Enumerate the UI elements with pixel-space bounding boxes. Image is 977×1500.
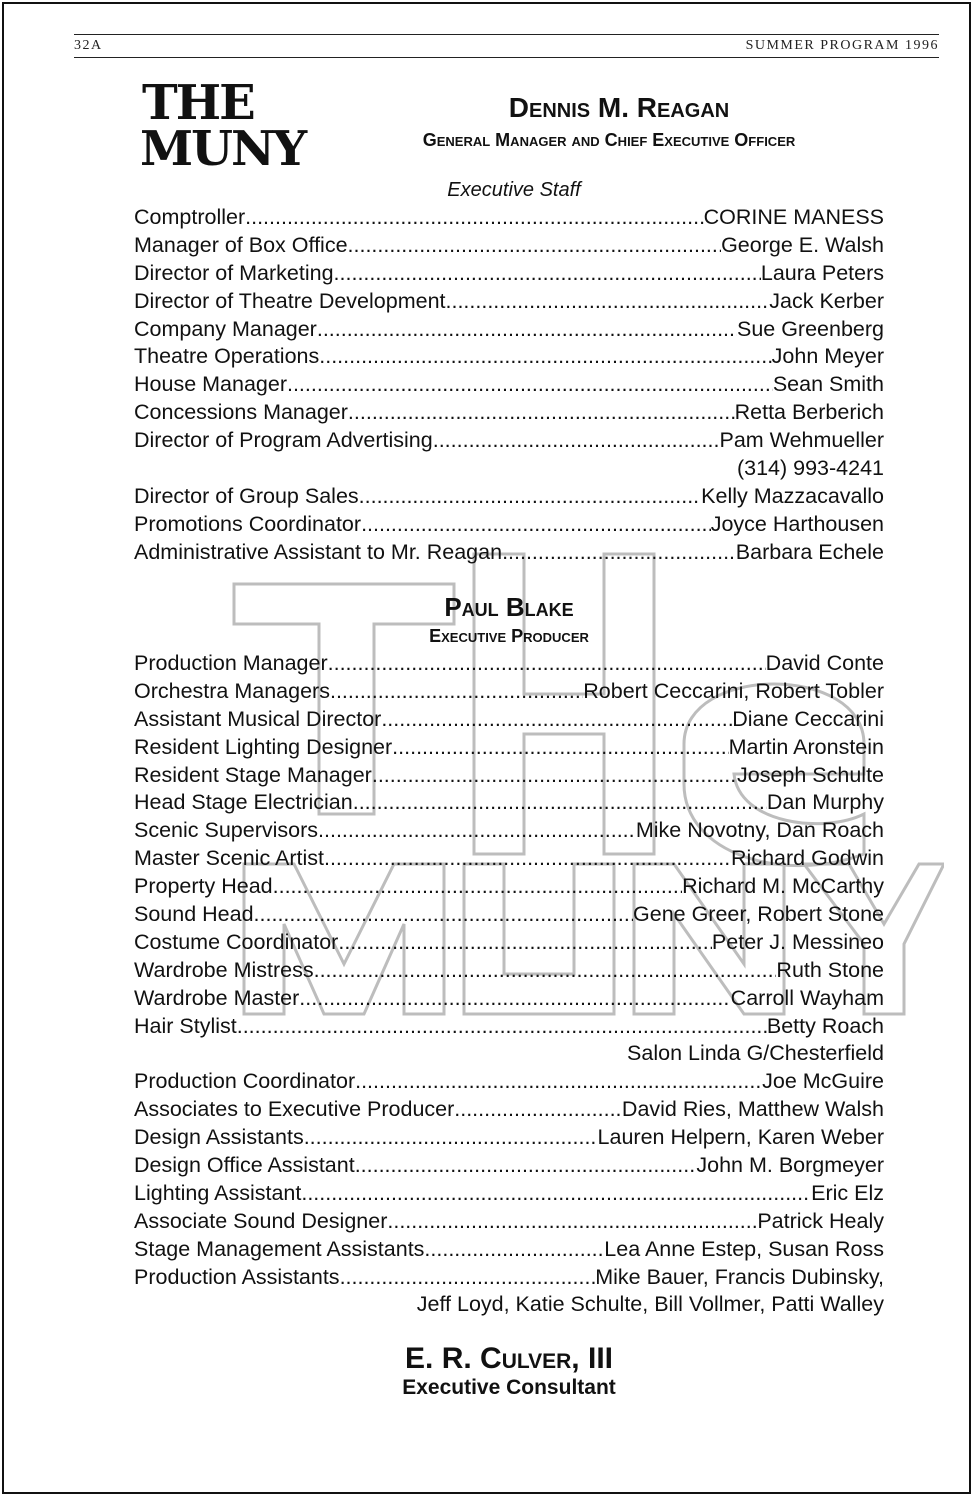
staff-name: Joe McGuire (762, 1069, 884, 1094)
dot-leader (299, 985, 730, 1013)
staff-row (134, 845, 884, 873)
dot-leader (324, 845, 731, 873)
staff-row (134, 789, 884, 817)
staff-row (134, 1068, 884, 1096)
staff-role: Associates to Executive Producer (134, 1097, 455, 1122)
dot-leader (359, 483, 702, 511)
staff-row (134, 873, 884, 901)
staff-role: House Manager (134, 372, 287, 397)
staff-role: Orchestra Managers (134, 678, 330, 703)
staff-name: John Meyer (771, 344, 884, 369)
staff-row (134, 511, 884, 539)
staff-continuation: (314) 993-4241 (736, 456, 884, 481)
staff-role: Master Scenic Artist (134, 846, 324, 871)
gm-name: Dennis M. Reagan (508, 92, 730, 123)
dot-leader (319, 343, 771, 371)
dot-leader (372, 762, 737, 790)
page-frame (2, 2, 971, 1494)
staff-name: Richard Godwin (731, 846, 884, 871)
staff-name: John M. Borgmeyer (696, 1153, 884, 1178)
staff-role: Assistant Musical Director (134, 706, 382, 731)
staff-row (134, 343, 884, 371)
dot-leader (454, 1096, 622, 1124)
staff-row (134, 204, 884, 232)
consultant-name: E. R. Culver, III (405, 1342, 613, 1375)
staff-row (134, 762, 884, 790)
staff-name: Patrick Healy (757, 1208, 884, 1233)
dot-leader (237, 1013, 767, 1041)
producer-title: Executive Producer (429, 626, 589, 646)
staff-role: Sound Head (134, 902, 254, 927)
staff-name: Barbara Echele (735, 539, 884, 564)
staff-row (134, 650, 884, 678)
staff-role: Wardrobe Mistress (134, 957, 314, 982)
staff-name: George E. Walsh (721, 232, 884, 257)
staff-name: Martin Aronstein (728, 734, 884, 759)
staff-role: Stage Management Assistants (134, 1236, 425, 1261)
producer-name: Paul Blake (444, 592, 574, 622)
dot-leader (334, 260, 761, 288)
staff-name: Diane Ceccarini (732, 706, 884, 731)
staff-name: Sue Greenberg (736, 316, 884, 341)
staff-role: Design Office Assistant (134, 1153, 355, 1178)
dot-leader (273, 873, 682, 901)
staff-row (134, 985, 884, 1013)
dot-leader (355, 1152, 697, 1180)
staff-name: Lauren Helpern, Karen Weber (597, 1125, 884, 1150)
publication-title: SUMMER PROGRAM 1996 (745, 38, 939, 53)
staff-name: Eric Elz (811, 1180, 884, 1205)
staff-name: Mike Bauer, Francis Dubinsky, (595, 1264, 884, 1289)
staff-name: Peter J. Messineo (711, 929, 884, 954)
muny-logo (140, 75, 306, 177)
staff-row (134, 288, 884, 316)
staff-row (134, 1013, 884, 1041)
staff-name: Ruth Stone (776, 957, 884, 982)
staff-name: Retta Berberich (734, 400, 884, 425)
staff-role: Director of Theatre Development (134, 288, 446, 313)
staff-role: Company Manager (134, 316, 317, 341)
dot-leader (301, 1180, 811, 1208)
staff-role: Scenic Supervisors (134, 818, 319, 843)
staff-row (134, 817, 884, 845)
dot-leader (304, 1124, 598, 1152)
staff-role: Concessions Manager (134, 400, 348, 425)
staff-role: Promotions Coordinator (134, 511, 362, 536)
staff-role: Production Coordinator (134, 1069, 356, 1094)
staff-role: Resident Lighting Designer (134, 734, 393, 759)
staff-role: Comptroller (134, 205, 246, 229)
staff-name: Betty Roach (766, 1013, 884, 1038)
dot-leader (387, 1208, 757, 1236)
staff-name: Gene Greer, Robert Stone (633, 902, 884, 927)
staff-name: CORINE MANESS (703, 205, 884, 229)
staff-name: Robert Ceccarini, Robert Tobler (583, 678, 884, 703)
dot-leader (392, 734, 728, 762)
dot-leader (433, 427, 720, 455)
staff-role: Production Manager (134, 651, 328, 675)
staff-name: Joseph Schulte (736, 762, 884, 787)
staff-name: Pam Wehmueller (719, 428, 884, 453)
staff-name: Kelly Mazzacavallo (701, 483, 884, 508)
staff-row (134, 260, 884, 288)
staff-name: Joyce Harthousen (710, 511, 884, 536)
staff-row (134, 706, 884, 734)
staff-role: Resident Stage Manager (134, 762, 372, 787)
dot-leader (317, 316, 737, 344)
gm-title: General Manager and Chief Executive Officer (422, 130, 796, 150)
staff-row (134, 539, 884, 567)
staff-name: Richard M. McCarthy (682, 874, 884, 899)
dot-leader (245, 204, 703, 232)
staff-row (134, 901, 884, 929)
staff-role: Associate Sound Designer (134, 1208, 388, 1233)
staff-role: Hair Stylist (134, 1013, 237, 1038)
staff-row (134, 929, 884, 957)
dot-leader (340, 1264, 596, 1292)
staff-continuation: Salon Linda G/Chesterfield (627, 1041, 884, 1066)
consultant-title: Executive Consultant (402, 1376, 616, 1399)
staff-row (134, 734, 884, 762)
executive-staff-label: Executive Staff (447, 179, 581, 201)
staff-role: Property Head (134, 874, 273, 899)
page-number: 32A (74, 38, 103, 53)
logo-line-2: MUNY (140, 121, 306, 177)
staff-role: Design Assistants (134, 1125, 304, 1150)
dot-leader (254, 901, 633, 929)
dot-leader (446, 288, 770, 316)
dot-leader (328, 650, 766, 678)
dot-leader (361, 511, 711, 539)
staff-row (134, 1180, 884, 1208)
dot-leader (348, 399, 735, 427)
staff-name: Carroll Wayham (730, 985, 884, 1010)
dot-leader (330, 678, 583, 706)
staff-name: Mike Novotny, Dan Roach (635, 818, 884, 843)
staff-name: Dan Murphy (766, 790, 884, 815)
staff-role: Head Stage Electrician (134, 790, 353, 815)
staff-role: Director of Group Sales (134, 483, 359, 508)
staff-row (134, 678, 884, 706)
running-head (74, 34, 939, 58)
staff-role: Theatre Operations (134, 344, 320, 369)
staff-role: Production Assistants (134, 1264, 340, 1289)
dot-leader (318, 817, 636, 845)
staff-row (134, 371, 884, 399)
dot-leader (287, 371, 773, 399)
staff-row (134, 1208, 884, 1236)
dot-leader (355, 1068, 762, 1096)
staff-row (134, 1152, 884, 1180)
staff-role: Administrative Assistant to Mr. Reagan (134, 539, 503, 564)
staff-role: Director of Program Advertising (134, 428, 433, 453)
dot-leader (353, 789, 767, 817)
staff-row (134, 316, 884, 344)
staff-row (134, 957, 884, 985)
staff-name: David Ries, Matthew Walsh (621, 1097, 884, 1122)
staff-name: Lea Anne Estep, Susan Ross (604, 1236, 884, 1261)
staff-role: Wardrobe Master (134, 985, 300, 1010)
staff-name: Laura Peters (760, 260, 884, 285)
staff-name: Sean Smith (772, 372, 884, 397)
staff-row (134, 1096, 884, 1124)
staff-row (134, 399, 884, 427)
dot-leader (348, 232, 722, 260)
staff-row (134, 1236, 884, 1264)
dot-leader (338, 929, 712, 957)
staff-name: Jack Kerber (769, 288, 884, 313)
dot-leader (381, 706, 732, 734)
staff-role: Director of Marketing (134, 260, 334, 285)
staff-row (134, 1264, 884, 1292)
executive-staff-list (134, 204, 884, 567)
staff-row (134, 427, 884, 455)
staff-row (134, 232, 884, 260)
staff-row (134, 1124, 884, 1152)
staff-name: David Conte (765, 651, 884, 675)
staff-role: Manager of Box Office (134, 232, 348, 257)
logo-line-1: THE (142, 75, 254, 131)
dot-leader (314, 957, 777, 985)
dot-leader (502, 539, 736, 567)
production-staff-list (134, 650, 884, 1319)
dot-leader (424, 1236, 604, 1264)
staff-continuation: Jeff Loyd, Katie Schulte, Bill Vollmer, Patti Walley (416, 1292, 884, 1317)
staff-role: Costume Coordinator (134, 929, 339, 954)
staff-role: Lighting Assistant (134, 1180, 302, 1205)
staff-row (134, 483, 884, 511)
